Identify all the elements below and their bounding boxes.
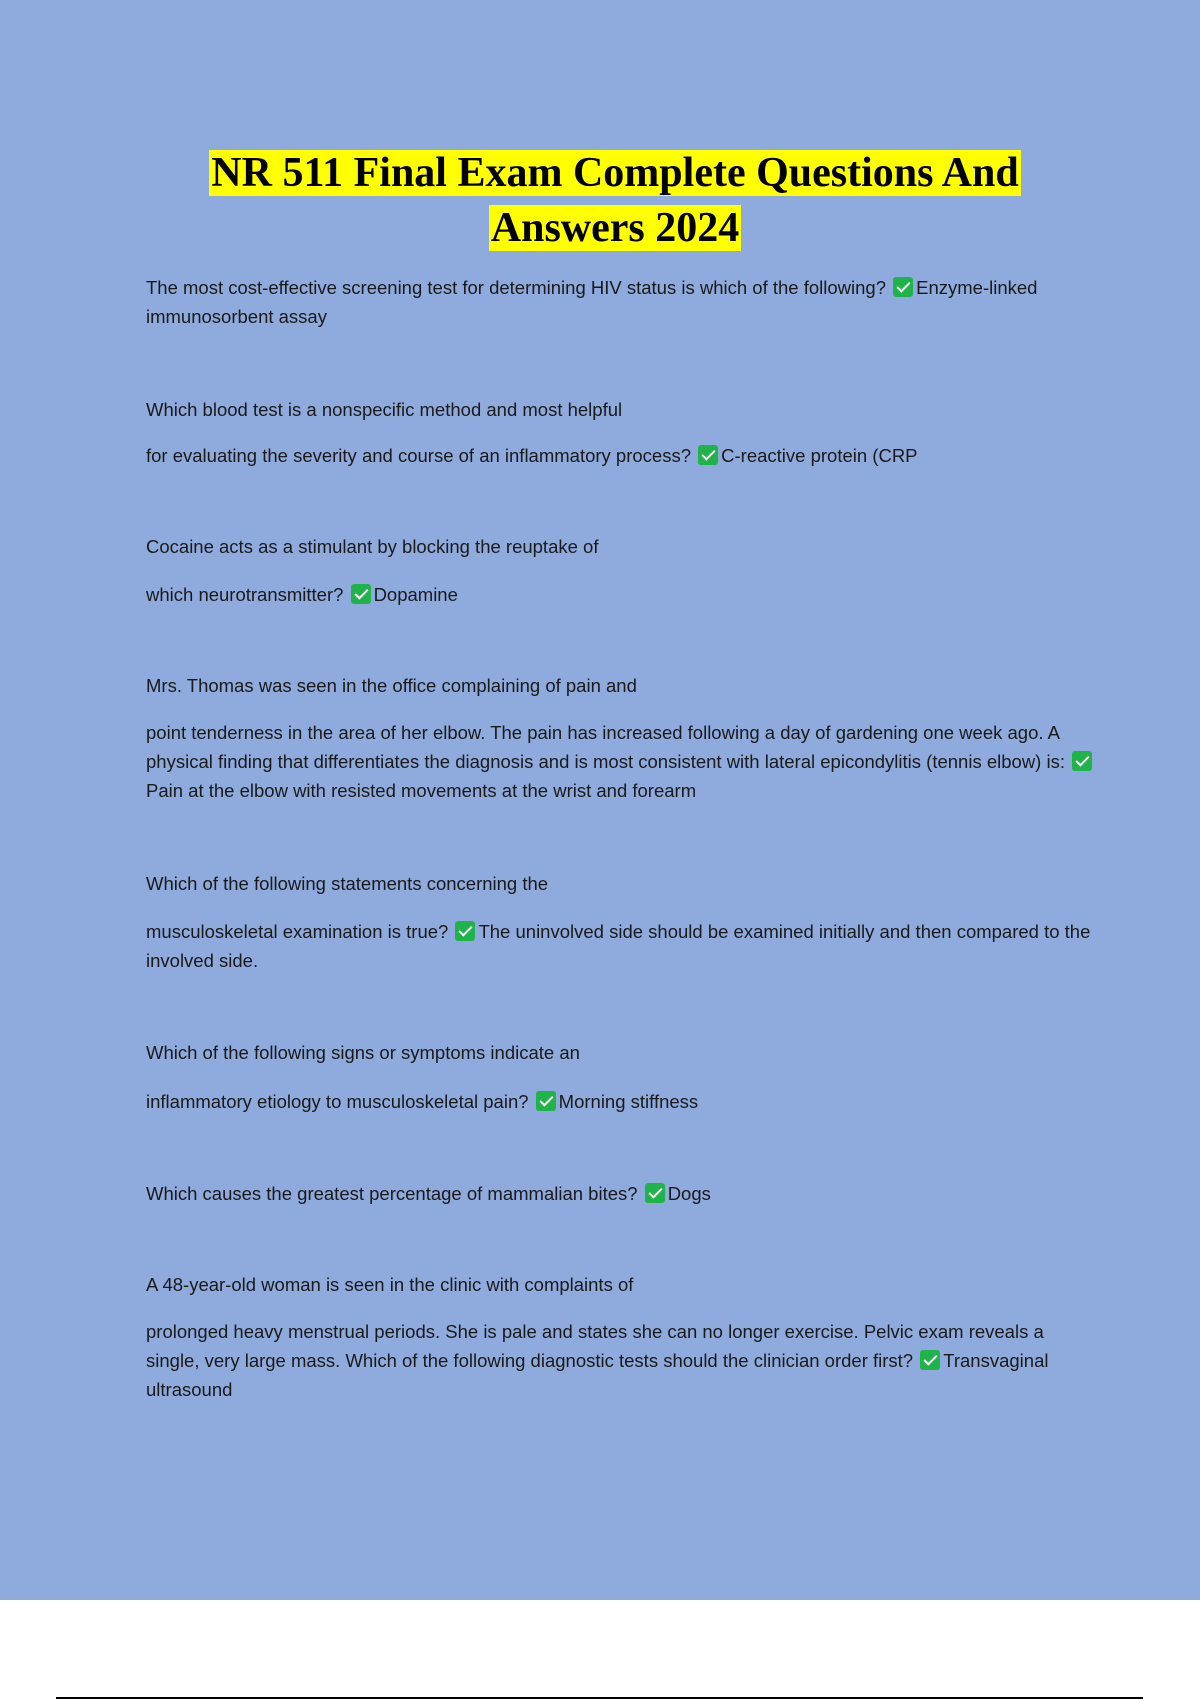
footer-divider [56, 1697, 1143, 1699]
question-2-line-2 [146, 441, 1096, 470]
question-2-line-1 [146, 395, 1096, 424]
check-mark-icon [893, 277, 913, 297]
question-5-line-2 [146, 917, 1096, 975]
question-text: Which causes the greatest percentage of mammalian bites? [146, 1183, 638, 1204]
question-text: musculoskeletal examination is true? [146, 921, 449, 942]
answer-text: Enzyme-linked immunosorbent assay [146, 277, 1038, 327]
check-mark-icon [698, 445, 718, 465]
question-4-line-2 [146, 718, 1096, 805]
check-mark-icon [455, 921, 475, 941]
page-title [140, 146, 1090, 256]
answer-text: Pain at the elbow with resisted movements at the wrist and forearm [146, 780, 697, 801]
question-text: The most cost-effective screening test for determining HIV status is which of the following? [146, 277, 886, 298]
title-line-2: Answers 2024 [490, 205, 740, 251]
question-text: for evaluating the severity and course of an inflammatory process? [146, 445, 692, 466]
answer-text: Dogs [667, 1183, 711, 1204]
question-8-line-2 [146, 1317, 1096, 1404]
question-text: Which of the following signs or symptoms indicate an [146, 1042, 580, 1063]
question-text: prolonged heavy menstrual periods. She is pale and states she can no longer exercise. Pelvic exam reveals a single, very large mass. Which of the following diagnostic tests should the clinician order first? [146, 1321, 1044, 1371]
question-1 [146, 273, 1096, 331]
question-8-line-1 [146, 1270, 1096, 1299]
question-text: Which blood test is a nonspecific method and most helpful [146, 399, 623, 420]
answer-text: C-reactive protein (CRP [721, 445, 918, 466]
question-6-line-1 [146, 1038, 1096, 1067]
question-7 [146, 1179, 1096, 1208]
question-text: Cocaine acts as a stimulant by blocking the reuptake of [146, 536, 599, 557]
question-text: Mrs. Thomas was seen in the office complaining of pain and [146, 675, 637, 696]
question-text: which neurotransmitter? [146, 584, 344, 605]
question-text: point tenderness in the area of her elbow. The pain has increased following a day of gardening one week ago. A physical finding that differentiates the diagnosis and is most consistent with lateral epicondylitis (tennis elbow) is: [146, 722, 1065, 772]
check-mark-icon [351, 584, 371, 604]
check-mark-icon [920, 1350, 940, 1370]
answer-text: Transvaginal ultrasound [146, 1350, 1049, 1400]
question-4-line-1 [146, 671, 1096, 700]
question-6-line-2 [146, 1087, 1096, 1116]
title-line-1: NR 511 Final Exam Complete Questions And [211, 150, 1019, 196]
question-5-line-1 [146, 869, 1096, 898]
question-text: inflammatory etiology to musculoskeletal pain? [146, 1091, 529, 1112]
check-mark-icon [536, 1091, 556, 1111]
answer-text: Morning stiffness [558, 1091, 699, 1112]
check-mark-icon [1072, 751, 1092, 771]
check-mark-icon [645, 1183, 665, 1203]
question-text: A 48-year-old woman is seen in the clinic with complaints of [146, 1274, 634, 1295]
answer-text: Dopamine [373, 584, 458, 605]
question-3-line-1 [146, 532, 1096, 561]
question-text: Which of the following statements concerning the [146, 873, 549, 894]
answer-text: The uninvolved side should be examined initially and then compared to the involved side. [146, 921, 1091, 971]
question-3-line-2 [146, 580, 1096, 609]
